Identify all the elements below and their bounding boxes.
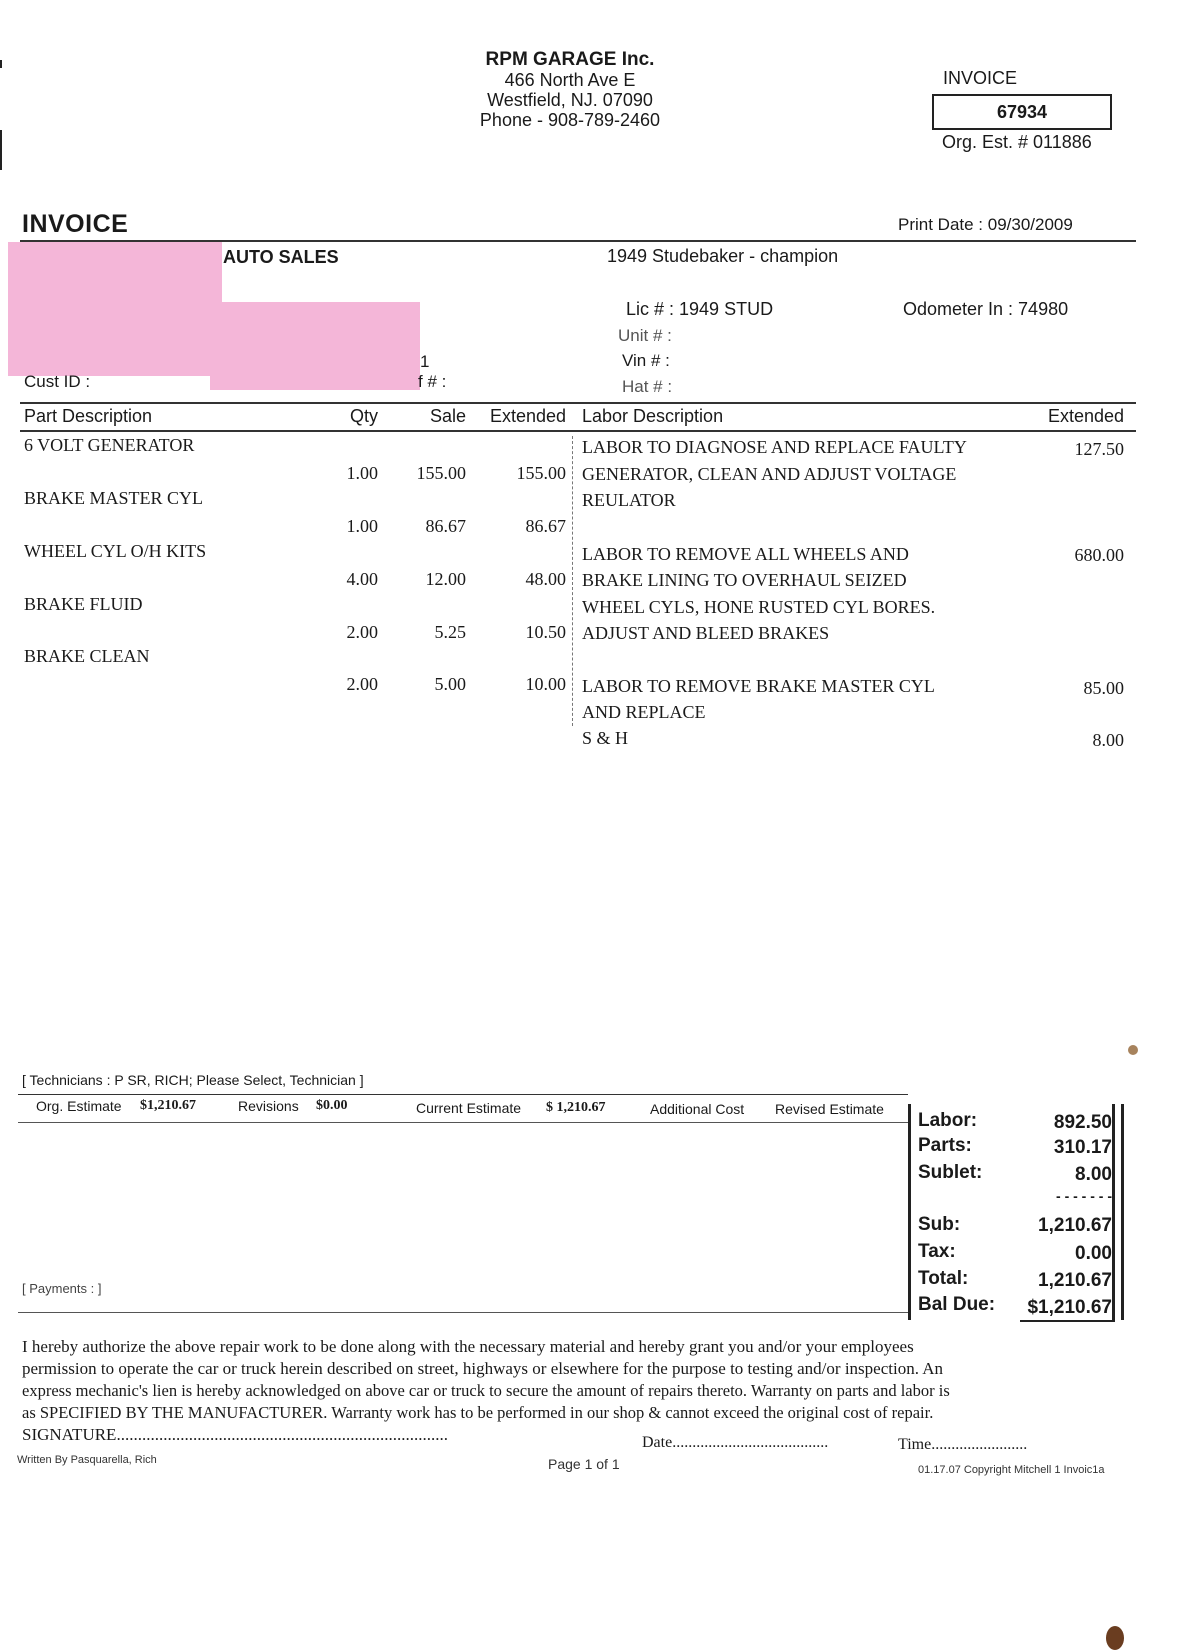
parts-total-label: Parts:	[918, 1135, 972, 1156]
page-indicator: Page 1 of 1	[548, 1456, 620, 1472]
written-by: Written By Pasquarella, Rich	[17, 1454, 157, 1466]
totals-value-rule	[1112, 1104, 1115, 1322]
revisions-value: $0.00	[316, 1098, 348, 1113]
revised-estimate-label: Revised Estimate	[775, 1101, 884, 1117]
odometer-in: Odometer In : 74980	[903, 299, 1069, 319]
labor-line: REULATOR	[582, 490, 676, 510]
authorization-line: I hereby authorize the above repair work to be done along with the necessary material and hereby grant you and/or your employees	[22, 1337, 914, 1356]
technicians-line: [ Technicians : P SR, RICH; Please Select, Technician ]	[22, 1072, 364, 1088]
page-title: INVOICE	[22, 210, 129, 238]
current-estimate-label: Current Estimate	[416, 1100, 522, 1116]
labor-amount: 680.00	[1074, 545, 1124, 565]
col-qty: Qty	[349, 406, 378, 426]
part-name: WHEEL CYL O/H KITS	[24, 541, 207, 561]
part-extended: 48.00	[525, 569, 566, 589]
license-number: Lic # : 1949 STUD	[626, 299, 774, 319]
company-name: RPM GARAGE Inc.	[485, 49, 655, 70]
part-sale: 155.00	[416, 463, 466, 483]
part-qty: 2.00	[346, 622, 378, 642]
payments-label: [ Payments : ]	[22, 1281, 102, 1296]
part-extended: 155.00	[516, 463, 566, 483]
unit-number: Unit # :	[618, 326, 672, 345]
part-qty: 2.00	[346, 674, 378, 694]
part-name: BRAKE FLUID	[24, 594, 143, 614]
vin-number: Vin # :	[622, 351, 670, 370]
copyright: 01.17.07 Copyright Mitchell 1 Invoic1a	[918, 1464, 1105, 1476]
redaction-block-1	[8, 242, 222, 376]
company-header	[430, 50, 710, 130]
labor-amount: 85.00	[1083, 678, 1124, 698]
ref-label: f # :	[418, 372, 447, 391]
labor-total-label: Labor:	[918, 1110, 978, 1131]
labor-line: AND REPLACE	[582, 702, 706, 722]
company-address-2: Westfield, NJ. 07090	[487, 90, 653, 110]
sublet-total-value: 8.00	[1075, 1164, 1112, 1185]
time-line: Time........................	[898, 1436, 1028, 1453]
part-qty: 1.00	[346, 463, 378, 483]
tax-label: Tax:	[918, 1241, 956, 1262]
col-labor-description: Labor Description	[582, 406, 724, 426]
org-estimate-value: $1,210.67	[140, 1098, 196, 1113]
labor-line: LABOR TO REMOVE BRAKE MASTER CYL	[582, 676, 935, 696]
company-phone: Phone - 908-789-2460	[479, 110, 661, 130]
part-name: BRAKE CLEAN	[24, 646, 150, 666]
authorization-line: express mechanic's lien is hereby acknowledged on above car or truck to secure the amount of repairs thereto. Warranty on parts and labor is	[22, 1381, 950, 1400]
invoice-number-box	[932, 94, 1112, 130]
authorization-text	[22, 1336, 1132, 1424]
date-line: Date.......................................	[642, 1434, 829, 1451]
grand-total-label: Total:	[918, 1268, 969, 1289]
col-extended: Extended	[489, 406, 566, 426]
labor-line: LABOR TO REMOVE ALL WHEELS AND	[582, 544, 909, 564]
labor-amount: 127.50	[1074, 439, 1124, 459]
signature-line: SIGNATURE..............................................................................	[22, 1425, 448, 1444]
tax-value: 0.00	[1075, 1243, 1112, 1264]
estimate-top-line	[18, 1094, 908, 1095]
org-estimate-label: Org. Estimate	[36, 1098, 122, 1114]
print-date: Print Date : 09/30/2009	[898, 215, 1073, 234]
table-header-bottom-line	[20, 430, 1136, 432]
part-sale: 12.00	[425, 569, 466, 589]
labor-line: S & H	[582, 728, 629, 748]
part-extended: 10.50	[525, 622, 566, 642]
company-address-1: 466 North Ave E	[504, 70, 636, 90]
revisions-label: Revisions	[238, 1098, 299, 1114]
col-sale: Sale	[429, 406, 466, 426]
hat-number: Hat # :	[622, 377, 673, 396]
balance-due-label: Bal Due:	[918, 1294, 996, 1315]
current-estimate-value: $ 1,210.67	[546, 1100, 606, 1115]
customer-name: AUTO SALES	[223, 247, 339, 267]
part-name: BRAKE MASTER CYL	[24, 488, 204, 508]
payments-line	[18, 1312, 908, 1313]
part-qty: 4.00	[346, 569, 378, 589]
totals-divider-dashes: - - - - - - -	[1056, 1188, 1112, 1204]
sub-total-label: Sub:	[918, 1214, 961, 1235]
col-part-description: Part Description	[24, 406, 153, 426]
invoice-label: INVOICE	[942, 68, 1017, 88]
labor-total-value: 892.50	[1053, 1112, 1112, 1133]
part-qty: 1.00	[346, 516, 378, 536]
scan-speck	[1106, 1626, 1124, 1650]
part-extended: 10.00	[525, 674, 566, 694]
org-est-number: Org. Est. # 011886	[942, 132, 1092, 152]
cust-id-label: Cust ID :	[24, 372, 91, 391]
sublet-total-label: Sublet:	[918, 1162, 983, 1183]
balance-due-value: $1,210.67	[1027, 1297, 1112, 1318]
labor-line: WHEEL CYLS, HONE RUSTED CYL BORES.	[582, 597, 936, 617]
labor-line: LABOR TO DIAGNOSE AND REPLACE FAULTY	[582, 437, 967, 457]
parts-labor-separator	[572, 436, 573, 726]
invoice-number: 67934	[996, 102, 1048, 122]
grand-total-value: 1,210.67	[1038, 1270, 1112, 1291]
estimate-row	[36, 1098, 906, 1118]
scan-edge-mark	[0, 60, 2, 68]
totals-bottom-rule	[1020, 1320, 1115, 1322]
labor-line: ADJUST AND BLEED BRAKES	[582, 623, 830, 643]
col-labor-extended: Extended	[1047, 406, 1124, 426]
part-sale: 5.00	[434, 674, 466, 694]
parts-total-value: 310.17	[1053, 1137, 1112, 1158]
table-header-top-line	[20, 402, 1136, 404]
part-sale: 5.25	[434, 622, 466, 642]
labor-line: GENERATOR, CLEAN AND ADJUST VOLTAGE	[582, 464, 957, 484]
part-name: 6 VOLT GENERATOR	[24, 435, 195, 455]
scan-edge-mark	[0, 130, 2, 170]
part-sale: 86.67	[425, 516, 466, 536]
labor-amount: 8.00	[1092, 730, 1124, 750]
customer-fragment: 1	[420, 352, 430, 371]
authorization-line: permission to operate the car or truck herein described on street, highways or elsewhere for the purpose to testing and/or inspection. An	[22, 1359, 944, 1378]
part-extended: 86.67	[525, 516, 566, 536]
estimate-bottom-line	[18, 1122, 908, 1123]
scan-speck	[1128, 1045, 1138, 1055]
authorization-line: as SPECIFIED BY THE MANUFACTURER. Warranty work has to be performed in our shop & cannot exceed the original cost of repair.	[22, 1403, 934, 1422]
additional-cost-label: Additional Cost	[650, 1101, 745, 1117]
vehicle-description: 1949 Studebaker - champion	[607, 246, 839, 266]
redaction-block-2	[210, 302, 420, 390]
labor-line: BRAKE LINING TO OVERHAUL SEIZED	[582, 570, 907, 590]
sub-total-value: 1,210.67	[1038, 1215, 1112, 1236]
